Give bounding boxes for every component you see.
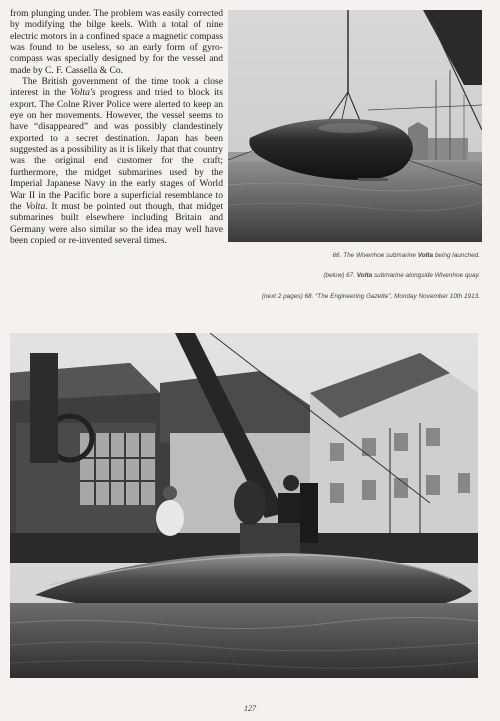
vessel-name: Volta. [25,200,48,212]
paragraph-text: The British government of the time took a close interest in the [10,76,223,99]
caption-66 [333,252,481,259]
page-number: 127 [244,704,256,713]
caption-vessel-name: Volta [417,252,434,259]
caption-67 [323,272,480,279]
launch-photo-image [228,10,482,242]
launch-photo [228,10,482,242]
caption-text: submarine alongside Wivenhoe quay. [372,272,480,279]
vessel-name: Volta's [70,87,96,99]
caption-vessel-name: Volta [356,272,373,279]
paragraph [10,8,223,76]
caption-text: 66. The Wivenhoe submarine [332,252,418,259]
paragraph-text: progress and tried to block its export. The Colne River Police were alerted to keep an eye on her movements. However, the vessel seems to have “disappeared” and was possibly clandestinely exported to a secret destination. Japan has been suggested as a possibility as it is likely that that country was the original end customer for the craft; furthermore, the midget submarines used by the Imperial Japanese Navy in the early stages of World War II in the Pacific bore a superficial resemblance to the [10,87,223,212]
paragraph [10,76,223,246]
body-text-column [10,8,223,246]
caption-text: being launched. [433,252,480,259]
paragraph-text: from plunging under. The problem was easily corrected by modifying the bilge keels. With a total of nine electric motors in a confined space a magnetic compass was found to be useless, so an early form of gyro-compass was specially designed by for the vessel and made by C. F. Cassella & Co. [10,8,223,76]
paragraph-text: It must be pointed out though, that midget submarines built elsewhere including Britain and Germany were also similar so the idea may well have been copied or re-invented several times. [10,200,223,246]
quay-photo-image [10,333,478,678]
quay-photo [10,333,478,678]
caption-text: (below) 67. [323,272,357,279]
caption-68 [262,293,480,300]
caption-text: (next 2 pages) 68. “The Engineering Gazette”, Monday November 10th 1913. [261,293,480,300]
